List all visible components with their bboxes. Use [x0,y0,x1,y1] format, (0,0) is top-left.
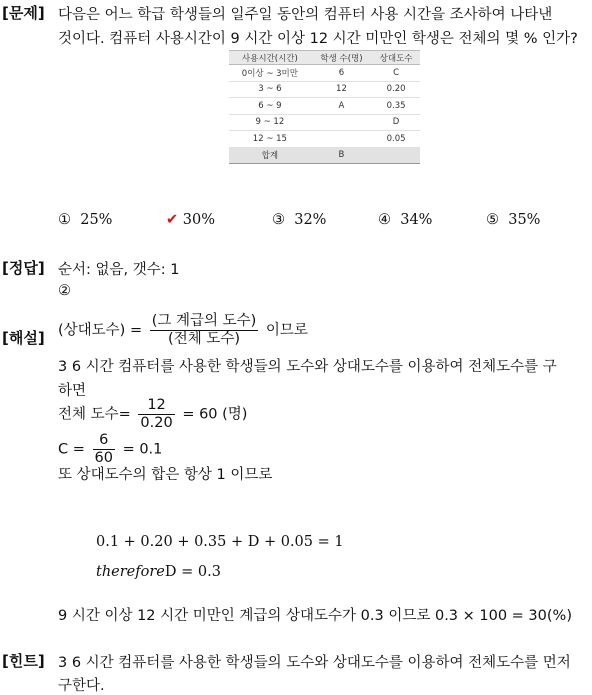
table-row [229,65,420,82]
choice-1[interactable] [58,212,112,228]
table-cell: 12 ~ 15 [229,131,311,148]
table-cell: 3 ~ 6 [229,81,311,98]
explanation-line-3: 하면 [58,383,87,399]
equation-therefore [96,564,221,580]
equation-sum: 0.1 + 0.20 + 0.35 + D + 0.05 = 1 [96,534,344,550]
table-cell: 0이상 ~ 3미만 [229,65,311,82]
table-cell [311,114,372,131]
header-usage-time: 사용시간(시간) [229,51,311,65]
table-cell: A [311,98,372,115]
fraction-numerator: (그 계급의 도수) [151,313,257,329]
fraction [150,313,259,348]
fraction [93,432,115,467]
answer-label: [정답] [2,259,45,277]
hint-label: [힌트] [2,652,45,670]
frequency-table [229,50,420,164]
choice-text: 32% [294,212,327,228]
choice-marker: ④ [378,212,391,228]
table-row [229,81,420,98]
problem-label: [문제] [2,4,45,22]
formula-lhs: C = [58,441,85,458]
choice-marker: ⑤ [486,212,499,228]
formula-total-frequency [58,397,247,432]
answer-value: ② [58,283,71,299]
hint-text-line-1: 3 6 시간 컴퓨터를 사용한 학생들의 도수와 상대도수를 이용하여 전체도수를 먼저 [58,655,571,671]
answer-meta: 순서: 없음, 갯수: 1 [58,262,180,278]
problem-text-line-2: 것이다. 컴퓨터 사용시간이 9 시간 이상 12 시간 미만인 학생은 전체의 몇 % 인가? [58,31,578,47]
answer-choices [58,212,578,232]
formula-lhs: 전체 도수= [58,406,131,423]
table-cell: B [311,147,372,164]
formula-tail: 이므로 [265,322,308,339]
table-cell: 9 ~ 12 [229,114,311,131]
choice-3[interactable] [272,212,326,228]
header-relative-frequency: 상대도수 [372,51,420,65]
choice-marker: ① [58,212,71,228]
table-row [229,131,420,148]
table-row [229,114,420,131]
table-cell: 합계 [229,147,311,164]
equation-result: D = 0.3 [164,564,221,580]
choice-text: 30% [182,212,215,228]
fraction-denominator: 60 [94,450,113,466]
table-cell: 0.20 [372,81,420,98]
table-cell: 6 [311,65,372,82]
explanation-conclusion: 9 시간 이상 12 시간 미만인 계급의 상대도수가 0.3 이므로 0.3 × 100 = 30(%) [58,608,572,624]
table-cell: 6 ~ 9 [229,98,311,115]
choice-text: 35% [508,212,541,228]
hint-text-line-2: 구한다. [58,678,105,694]
formula-relative-frequency [58,313,308,348]
fraction-denominator: 0.20 [140,415,173,431]
choice-text: 34% [400,212,433,228]
fraction-denominator: (전체 도수) [168,331,240,347]
choice-text: 25% [80,212,113,228]
problem-text-line-1: 다음은 어느 학급 학생들의 일주일 동안의 컴퓨터 사용 시간을 조사하여 나타낸 [58,7,553,23]
formula-c-value [58,432,162,467]
table-header-row [229,51,420,65]
table-total-row [229,147,420,164]
formula-lhs: (상대도수) = [58,322,143,339]
table-cell [311,131,372,148]
checkmark-icon: ✔ [166,212,179,228]
table-cell: 0.35 [372,98,420,115]
table-row [229,98,420,115]
fraction [138,397,174,432]
explanation-line-2: 3 6 시간 컴퓨터를 사용한 학생들의 도수와 상대도수를 이용하여 전체도수를 구 [58,359,557,375]
choice-2[interactable] [166,212,215,228]
table-cell: C [372,65,420,82]
table-cell: 12 [311,81,372,98]
explanation-line-7: 또 상대도수의 합은 항상 1 이므로 [58,467,273,483]
choice-marker: ③ [272,212,285,228]
fraction-numerator: 12 [138,397,174,415]
choice-4[interactable] [378,212,432,228]
formula-tail: = 0.1 [122,441,163,458]
choice-5[interactable] [486,212,540,228]
header-student-count: 학생 수(명) [311,51,372,65]
explanation-label: [해설] [2,329,45,347]
fraction-numerator: 6 [93,432,115,450]
equation-therefore-word: therefore [96,564,165,580]
formula-tail: = 60 (명) [182,406,248,423]
table-cell [372,147,420,164]
table-cell: D [372,114,420,131]
table-cell: 0.05 [372,131,420,148]
